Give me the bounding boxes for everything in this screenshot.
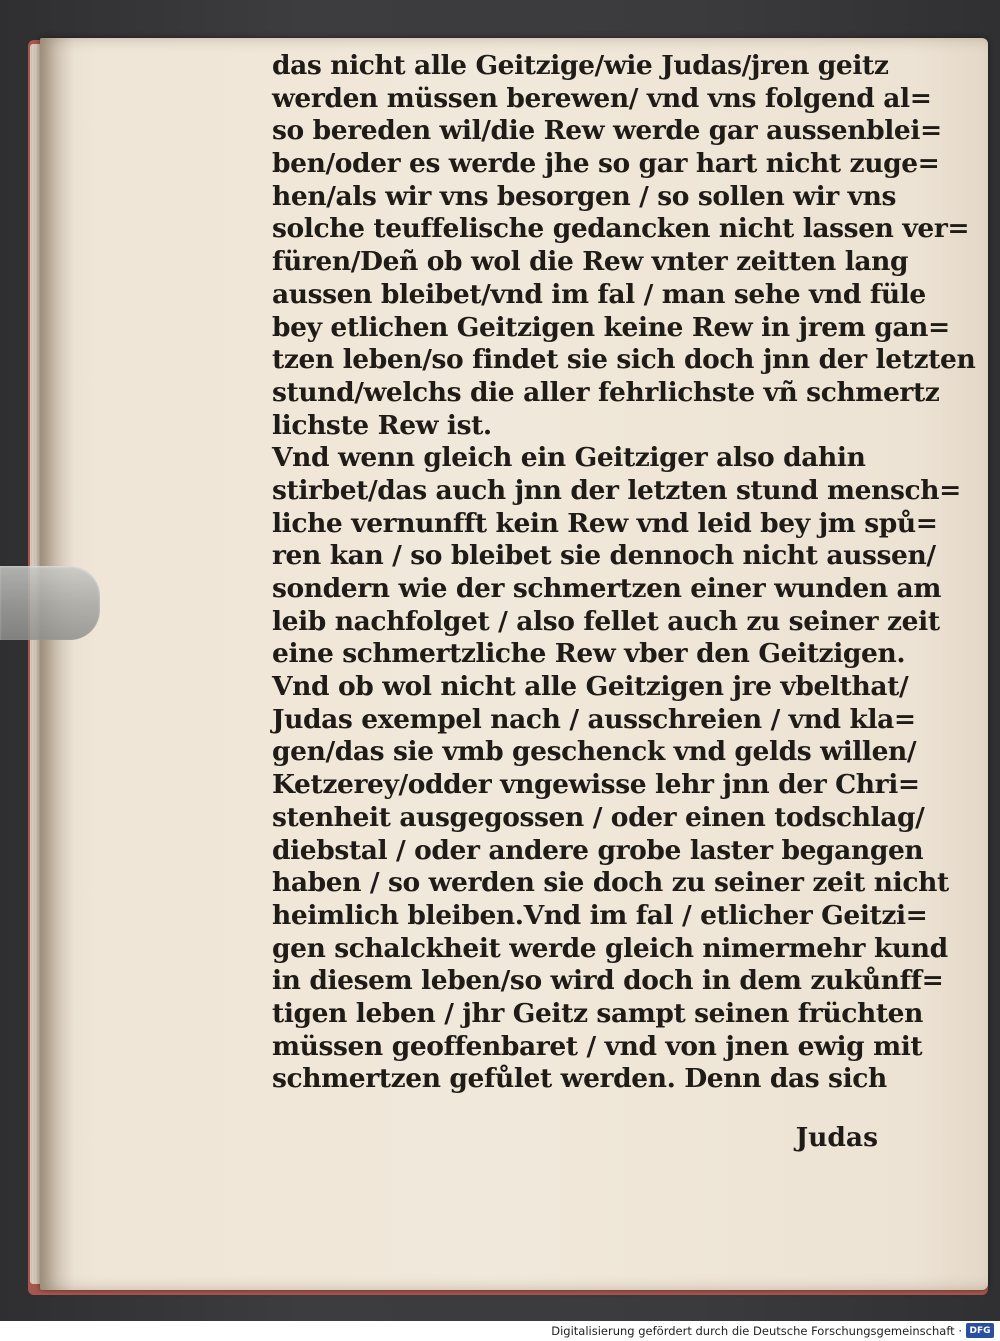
text-line: Judas exempel nach / ausschreien / vnd kla= xyxy=(272,703,916,735)
text-line: liche vernunfft kein Rew vnd leid bey jm spů= xyxy=(272,507,938,539)
gutter-shadow xyxy=(40,38,74,1290)
text-line: tigen leben / jhr Geitz sampt seinen früchten xyxy=(272,997,924,1029)
dfg-logo-icon: DFG xyxy=(966,1323,994,1338)
footer-credit: Digitalisierung gefördert durch die Deutsche Forschungsgemeinschaft · xyxy=(551,1324,962,1338)
text-line: heimlich bleiben.Vnd im fal / etlicher Geitzi= xyxy=(272,899,928,931)
text-line: gen/das sie vmb geschenck vnd gelds willen/ xyxy=(272,736,917,768)
text-line: werden müssen berewen/ vnd vns folgend al= xyxy=(272,82,932,114)
text-line: solche teuffelische gedancken nicht lassen ver= xyxy=(272,213,970,245)
text-line: hen/als wir vns besorgen / so sollen wir vns xyxy=(272,180,897,212)
text-line: füren/Deñ ob wol die Rew vnter zeitten lang xyxy=(272,246,909,278)
text-line: in diesem leben/so wird doch in dem zukůnff= xyxy=(272,965,944,997)
text-line: ben/oder es werde jhe so gar hart nicht zuge= xyxy=(272,148,940,180)
text-line: diebstal / oder andere grobe laster begangen xyxy=(272,834,924,866)
text-line: Vnd ob wol nicht alle Geitzigen jre vbelthat/ xyxy=(272,671,909,703)
page-text xyxy=(272,50,976,1096)
text-line: stenheit ausgegossen / oder einen todschlag/ xyxy=(272,801,925,833)
text-line: das nicht alle Geitzige/wie Judas/jren geitz xyxy=(272,50,889,81)
text-line: haben / so werden sie doch zu seiner zeit nicht xyxy=(272,867,949,899)
text-line: stirbet/das auch jnn der letzten stund mensch= xyxy=(272,474,961,506)
text-line: bey etlichen Geitzigen keine Rew in jrem gan= xyxy=(272,311,950,343)
page-holder-tab xyxy=(0,566,100,640)
text-line: ren kan / so bleibet sie dennoch nicht aussen/ xyxy=(272,540,936,572)
catchword: Judas xyxy=(795,1122,878,1153)
text-line: so bereden wil/die Rew werde gar aussenblei= xyxy=(272,115,942,147)
text-line: gen schalckheit werde gleich nimermehr kund xyxy=(272,932,948,964)
text-line: stund/welchs die aller fehrlichste vñ schmertz xyxy=(272,376,940,408)
text-line: sondern wie der schmertzen einer wunden am xyxy=(272,573,941,604)
text-line: Vnd wenn gleich ein Geitziger also dahin xyxy=(272,442,866,474)
text-line: aussen bleibet/vnd im fal / man sehe vnd füle xyxy=(272,278,926,310)
text-line: lichste Rew ist. xyxy=(272,409,492,441)
text-line: leib nachfolget / also fellet auch zu seiner zeit xyxy=(272,605,940,637)
text-line: Ketzerey/odder vngewisse lehr jnn der Chri= xyxy=(272,769,920,801)
text-line: schmertzen gefůlet werden. Denn das sich xyxy=(272,1063,887,1095)
text-line: tzen leben/so findet sie sich doch jnn der letzten xyxy=(272,344,976,376)
text-line: müssen geoffenbaret / vnd von jnen ewig mit xyxy=(272,1030,923,1062)
text-line: eine schmertzliche Rew vber den Geitzigen. xyxy=(272,638,906,670)
